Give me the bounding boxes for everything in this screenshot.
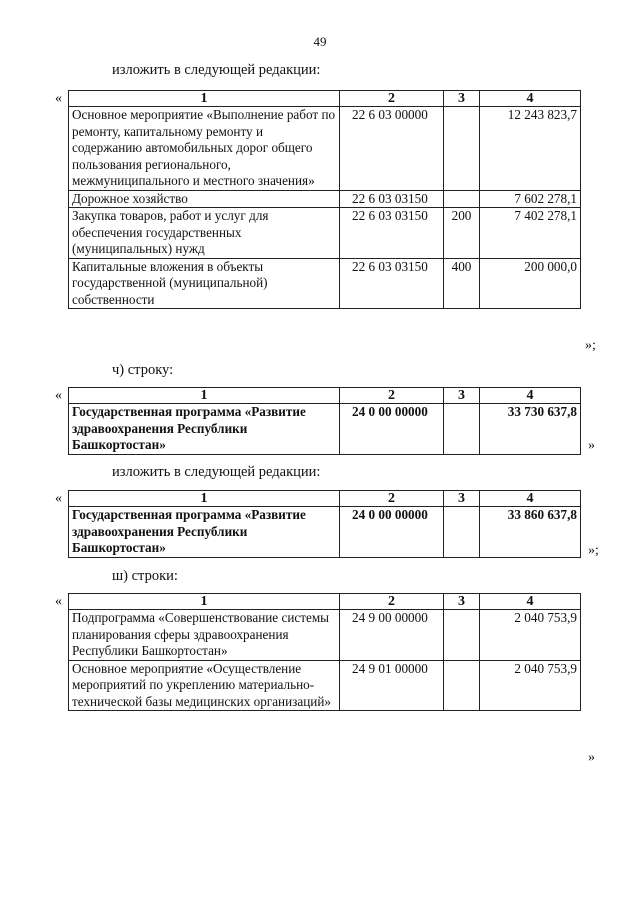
row-amount: 200 000,0 [480,258,581,309]
header-col-4: 4 [480,91,581,107]
row-type [444,660,480,711]
row-type [444,610,480,661]
row-code: 24 0 00 00000 [340,404,444,455]
header-col-4: 4 [480,491,581,507]
header-col-3: 3 [444,91,480,107]
row-amount: 33 730 637,8 [480,404,581,455]
header-col-2: 2 [340,388,444,404]
opening-quote: « [55,388,62,403]
row-amount: 7 602 278,1 [480,190,581,208]
row-type: 400 [444,258,480,309]
row-name: Основное мероприятие «Выполнение работ по ремонту, капитальному ремонту и содержанию автомобильных дорог общего пользования регионального, межмуниципального и местного значения» [69,107,340,191]
row-name: Закупка товаров, работ и услуг для обеспечения государственных (муниципальных) нужд [69,208,340,259]
header-col-3: 3 [444,491,480,507]
row-code: 22 6 03 03150 [340,258,444,309]
table-row [69,404,581,455]
row-name: Государственная программа «Развитие здравоохранения Республики Башкортостан» [69,507,340,558]
closing-quote: »; [585,338,596,353]
header-col-1: 1 [69,388,340,404]
budget-table-2 [68,387,581,455]
table-row [69,190,581,208]
row-type: 200 [444,208,480,259]
row-amount: 2 040 753,9 [480,660,581,711]
header-col-2: 2 [340,594,444,610]
row-code: 24 9 00 00000 [340,610,444,661]
row-type [444,404,480,455]
header-col-1: 1 [69,491,340,507]
row-amount: 7 402 278,1 [480,208,581,259]
row-name: Государственная программа «Развитие здравоохранения Республики Башкортостан» [69,404,340,455]
closing-quote: »; [588,543,599,558]
table-header-row [69,594,581,610]
opening-quote: « [55,91,62,106]
budget-table-1 [68,90,581,309]
table-header-row [69,91,581,107]
closing-quote: » [588,750,595,765]
row-type [444,107,480,191]
table-row [69,107,581,191]
table-row [69,610,581,661]
row-code: 24 9 01 00000 [340,660,444,711]
budget-table-3 [68,490,581,558]
header-col-1: 1 [69,91,340,107]
page-number: 49 [313,34,327,49]
row-code: 22 6 03 03150 [340,190,444,208]
paragraph-instruction-4: ш) строки: [112,568,178,584]
opening-quote: « [55,594,62,609]
row-amount: 12 243 823,7 [480,107,581,191]
row-name: Дорожное хозяйство [69,190,340,208]
closing-quote: » [588,438,595,453]
table-header-row [69,491,581,507]
table-row [69,507,581,558]
row-amount: 2 040 753,9 [480,610,581,661]
paragraph-instruction-3: изложить в следующей редакции: [112,464,321,480]
header-col-4: 4 [480,594,581,610]
table-header-row [69,388,581,404]
paragraph-instruction-2: ч) строку: [112,362,174,378]
budget-table-4 [68,593,581,711]
header-col-2: 2 [340,91,444,107]
table-row [69,208,581,259]
row-code: 22 6 03 00000 [340,107,444,191]
opening-quote: « [55,491,62,506]
row-name: Подпрограмма «Совершенствование системы планирования сферы здравоохранения Республики Башкортостан» [69,610,340,661]
row-type [444,507,480,558]
header-col-2: 2 [340,491,444,507]
header-col-3: 3 [444,594,480,610]
header-col-4: 4 [480,388,581,404]
row-name: Основное мероприятие «Осуществление мероприятий по укреплению материально-технической базы медицинских организаций» [69,660,340,711]
row-code: 22 6 03 03150 [340,208,444,259]
header-col-3: 3 [444,388,480,404]
row-code: 24 0 00 00000 [340,507,444,558]
row-amount: 33 860 637,8 [480,507,581,558]
table-row [69,660,581,711]
header-col-1: 1 [69,594,340,610]
table-row [69,258,581,309]
row-name: Капитальные вложения в объекты государственной (муниципальной) собственности [69,258,340,309]
paragraph-instruction-1: изложить в следующей редакции: [112,62,321,78]
row-type [444,190,480,208]
